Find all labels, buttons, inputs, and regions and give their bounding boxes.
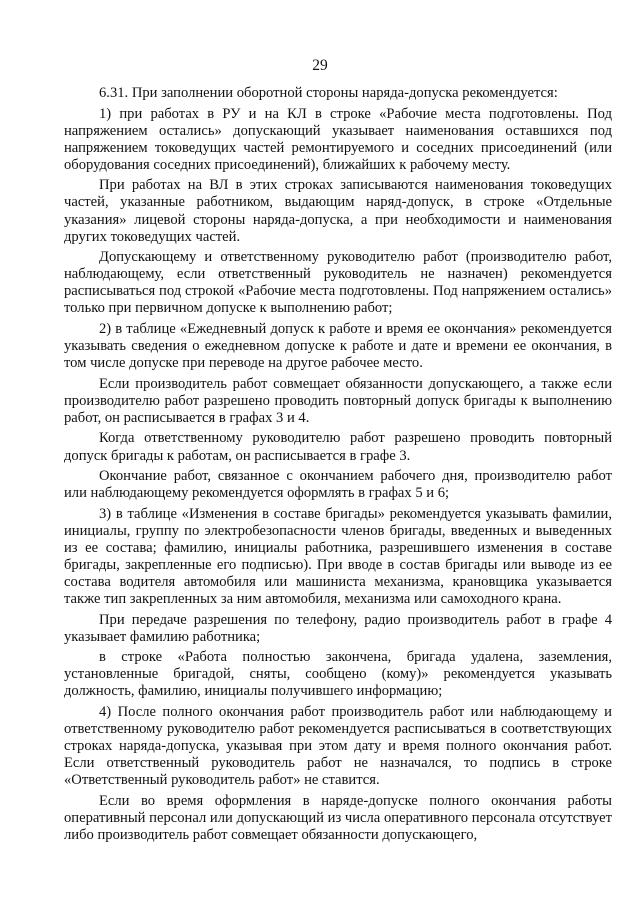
document-body [64, 85, 612, 848]
paragraph-end-of-day: Окончание работ, связанное с окончанием рабочего дня, производителю работ или наблюдающему рекомендуется оформлять в графах 5 и 6; [64, 468, 612, 502]
paragraph-phone-radio: При передаче разрешения по телефону, радио производитель работ в графе 4 указывает фамилию работника; [64, 611, 612, 645]
paragraph-6-31-intro: 6.31. При заполнении оборотной стороны наряда-допуска рекомендуется: [99, 85, 558, 101]
paragraph-vl-works: При работах на ВЛ в этих строках записываются наименования токоведущих частей, указанные работником, выдающим наряд-допуск, в строке «Отдельные указания» лицевой стороны наряда-допуска, а при необходимости и наименования других токоведущих частей. [64, 177, 612, 245]
paragraph-item-1: 1) при работах в РУ и на КЛ в строке «Рабочие места подготовлены. Под напряжением остались» допускающий указывает наименования оставшихся под напряжением токоведущих частей ремонтируемого и соседних присоединений (или оборудования соседних присоединений), ближайших к рабочему месту. [64, 105, 612, 173]
page-number: 29 [312, 57, 328, 74]
paragraph-item-3: 3) в таблице «Изменения в составе бригады» рекомендуется указывать фамилии, инициалы, группу по электробезопасности членов бригады, введенных и выведенных из ее состава; фамилию, инициалы работника, разрешившего изменения в составе бригады, закрепленные его подписью). При вводе в состав бригады или выводе из ее состава водителя автомобиля или машиниста механизма, крановщика указывается также тип закрепленных за ним автомобиля, механизма или самоходного крана. [64, 505, 612, 608]
paragraph-operational-staff: Если во время оформления в наряде-допуске полного окончания работы оперативный персонал или допускающий из числа оперативного персонала отсутствует либо производитель работ совмещает обязанности допускающего, [64, 792, 612, 844]
paragraph-repeat-admission: Когда ответственному руководителю работ разрешено проводить повторный допуск бригады к работам, он расписывается в графе 3. [64, 430, 612, 464]
paragraph-work-completed-line: в строке «Работа полностью закончена, бригада удалена, заземления, установленные бригадой, сняты, сообщено (кому)» рекомендуется указывать должность, фамилию, инициалы получившего информацию; [64, 649, 612, 700]
paragraph-item-4: 4) После полного окончания работ производитель работ или наблюдающему и ответственному руководителю работ рекомендуется расписываться в соответствующих строках наряда-допуска, указывая при этом дату и время полного окончания работ. Если ответственный руководитель работ не назначался, то подпись в строке «Ответственный руководитель работ» не ставится. [64, 704, 612, 789]
paragraph-combined-duties: Если производитель работ совмещает обязанности допускающего, а также если производителю работ разрешено проводить повторный допуск бригады к выполнению работ, он расписывается в графах 3 и 4. [64, 375, 612, 426]
paragraph-signatures: Допускающему и ответственному руководителю работ (производителю работ, наблюдающему, если ответственный руководитель не назначен) рекомендуется расписываться под строкой «Рабочие места подготовлены. Под напряжением остались» только при первичном допуске к выполнению работ; [64, 249, 612, 317]
paragraph-item-2: 2) в таблице «Ежедневный допуск к работе и время ее окончания» рекомендуется указывать сведения о ежедневном допуске к работе и дате и времени ее окончания, в том числе допуске при переводе на другое рабочее место. [64, 320, 612, 372]
